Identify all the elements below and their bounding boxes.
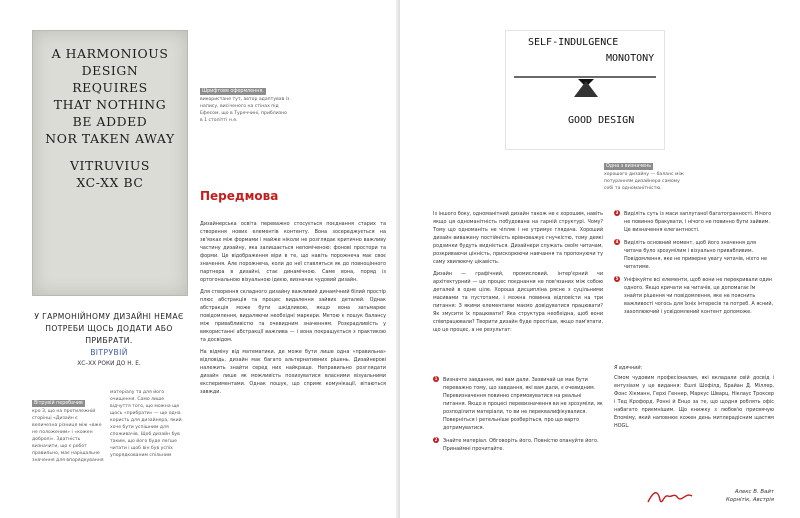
section-heading: Передмова — [200, 189, 279, 203]
author-signature — [646, 486, 696, 508]
paragraph: Дизайнерська освіта переважно стосується поєднання старих та створення нових елементів контенту. Вона зосереджується на зв'язках між формами і майже ніколи не розглядає критично важливу частину дизайну, яка залишається непоміченою: фонові простори та форми. Це відображення віри в те, що навіть порожнеча має своє значення. Але порожнеча, коли до неї ставляться як до повноцінного партнера в дизайні, стає динамічною. Саме вона, поряд із ортогональною візуальною ідеєю, визначає чудовий дизайн. — [200, 221, 386, 283]
numbered-steps — [433, 376, 603, 458]
step-text: Виділіть основний момент, щоб його значення для читача було зрозумілим і візуально привабливим. Повідомлення, яке не приверне увагу читачів, ніхто не читатиме. — [624, 240, 768, 270]
author-place: Корнітік, Австрія — [725, 497, 774, 503]
note-text: матеріалу та для його очищення. Само лише відчуття того, що можна ще щось «прибрати» — ще одна користь для дизайнера, який хоче бути успішним для споживачів. Щоб дизайн був таким, що його буде легше читати і щоб він був успіх упорядкованим спільним — [110, 390, 182, 458]
body-text — [433, 210, 603, 338]
caption-text: використане тут, автор адаптував із напису, висіченого на стінах під Ефесом, що в Туреччині, приблизно в 1 столітті н.е. — [200, 97, 290, 123]
step-number: 3 — [615, 210, 619, 215]
pull-quote — [32, 311, 186, 369]
inscription-line: NOR TAKEN AWAY — [45, 131, 175, 146]
step-text: Уніфікуйте всі елементи, щоб вони не перекривали один одного. Якщо кричати на читачів, це допомагає їм знайти рішення чи повідомлення, яке не пояснить важливості чогось для їхніх інтересів та потреб. А ясний, захоплюючий і усвідомлений контент допоможе. — [624, 277, 774, 315]
author-credit — [694, 488, 774, 504]
acknowledgements-text: Сімом чудовим професіоналам, які вкладали свій досвід і ентузіазм у це видання: Ешлі Шофілд, Брайан Д. Міллер, Фонс Хікманн, Герхі Геннер, Маркус Шварц, Ніклаус Троксер і Тед Крофорд. Ронні й Енцо за те, що щодня роблять офіс набагато приємнішим. Що книжку з любов'ю присвячую Епоміму, який наповнює кожен день митлерадісним щастям HOGL. — [614, 375, 774, 429]
image-caption — [200, 77, 290, 124]
caption-tag: Одна з визначень — [606, 164, 652, 169]
stone-inscription-image — [32, 30, 188, 296]
caption-tag: Шрифтове оформлення. — [202, 89, 264, 94]
step-number: 4 — [615, 239, 619, 244]
list-item — [433, 376, 603, 432]
inscription-line: DESIGN — [81, 63, 139, 78]
sketch-caption — [604, 152, 684, 192]
inscription-line: REQUIRES — [72, 80, 148, 95]
inscription-line: THAT NOTHING — [53, 97, 167, 112]
note-tag: Вітрувій перебачив — [34, 401, 83, 406]
note-text: кро 3, що на протилежній сторінці «Дизайн є величезна різниця між «вже не положеним» і «кожен добролі». Здатність визначити, що є робот правильно, має наріщальне значення для впорядкування — [32, 409, 104, 463]
paragraph: Для створення складного дизайну важливий динамічний білий простір плюс абстракція та процес видалення зайвих деталей. Однак абстракція може бути шкідливою, якщо вона затьмарює повідомлення, видаляючи необхідні маркери. Метою є пошук балансу між привабливістю та очевидним значенням. Розкрадливість у використанні абстракції важлива — і вона покращується з практикою та досвідом. — [200, 289, 386, 343]
step-number: 2 — [434, 437, 438, 442]
inscription-line: XC-XX BC — [76, 175, 144, 190]
step-number: 1 — [434, 376, 438, 381]
list-item — [614, 276, 774, 316]
step-text: Знайте матеріал. Обговоріть його. Повністю опануйте його. Принаймні прочитайте. — [443, 438, 599, 452]
paragraph: На відміну від математики, де може бути лише одна «правильна» відповідь, дизайн має багато альтернативних рішень. Дизайнерові належить знайти серед них найкраще. Неправильно розглядати дизайн лише як можливість похизуватися власними візуальними експериментами. Однак пошук, що сприяє комунікації, вітаються завжди. — [200, 349, 386, 395]
sketch-label-right: MONOTONY — [606, 53, 655, 64]
step-text: Виділіть суть із маси заплутаної багатогранності. Нічого не повинно бракувати, і нічого не повинно бути зайвим. Це визначення елегантності. — [624, 211, 772, 233]
step-text: Визначте завдання, які вам дали. Зазвичай це має бути переважно тому, що завдання, які вам дали, є очевидним. Перевизначення повинно спрямовуватися на реальні питання. Якщо в процесі перевизначення ви не зрозуміли, як розподілити матеріали, то ви не переквалифікувалися. Поверніться і ретельніше розберіться, про що варто дотримуватися. — [443, 377, 603, 431]
side-note — [32, 389, 104, 464]
quote-author: ВІТРУВІЙ — [90, 348, 128, 357]
acknowledgements-title: Я вдячний: — [614, 365, 643, 371]
quote-dates: ХС–ХХ РОКИ ДО Н. Е. — [77, 361, 141, 367]
balance-sketch — [505, 30, 665, 150]
list-item — [614, 210, 774, 234]
author-name: Алекс В. Вайт — [734, 489, 774, 495]
paragraph: Із іншого боку, одноманітний дизайн також не є хорошим, навіть якщо ця одноманітність побудована на гарній структурі. Чому? Тому що одноманіть не чіпляє і не утримує глядача. Хороший дизайн виважену постійність врівноважує гнучкістю, тому деякі родзинки будуть видніється. Дизайнери служать своїм читачам, розкриваючи цінність, приcкорюючи навчання та пропонуючи ту саму хвилюючу цікавість. — [433, 211, 603, 265]
inscription-line: A HARMONIOUS — [51, 46, 169, 61]
caption-text: хорошого дизайну — баланс між потуранням дизайнера самому собі та одноманітністю. — [604, 172, 684, 191]
sketch-label-bottom: GOOD DESIGN — [568, 115, 635, 126]
list-item — [433, 437, 603, 453]
paragraph: Дизайн — графічний, промисловий, інтер'єрний чи архітектурний — це процес поєднання не пов'язаних між собою деталей в одне ціле. Хороша дисципліна рясне з суцільними масивами та пустотами, і можна повинна відповісти на три питання: З якими елементами маємо довідуватися працювати? Як змусити їх працювати? Яка структура необхідна, щоб вони співпрацювали? Творити дизайн буде простіше, якщо пам'ятати, що це процес, а не результат: — [433, 271, 603, 333]
inscription-line: BE ADDED — [72, 114, 148, 129]
numbered-steps-continued — [614, 210, 774, 321]
sketch-label-left: SELF-INDULGENCE — [528, 37, 619, 48]
inscription-line: VITRUVIUS — [69, 158, 151, 173]
list-item — [614, 239, 774, 271]
acknowledgements — [614, 364, 774, 433]
side-note-continued — [110, 389, 182, 459]
body-text — [200, 220, 386, 400]
quote-text: У ГАРМОНІЙНОМУ ДИЗАЙНІ НЕМАЄ ПОТРЕБИ ЩОСЬ ДОДАТИ АБО ПРИБРАТИ. — [34, 312, 184, 345]
step-number: 5 — [615, 276, 619, 281]
